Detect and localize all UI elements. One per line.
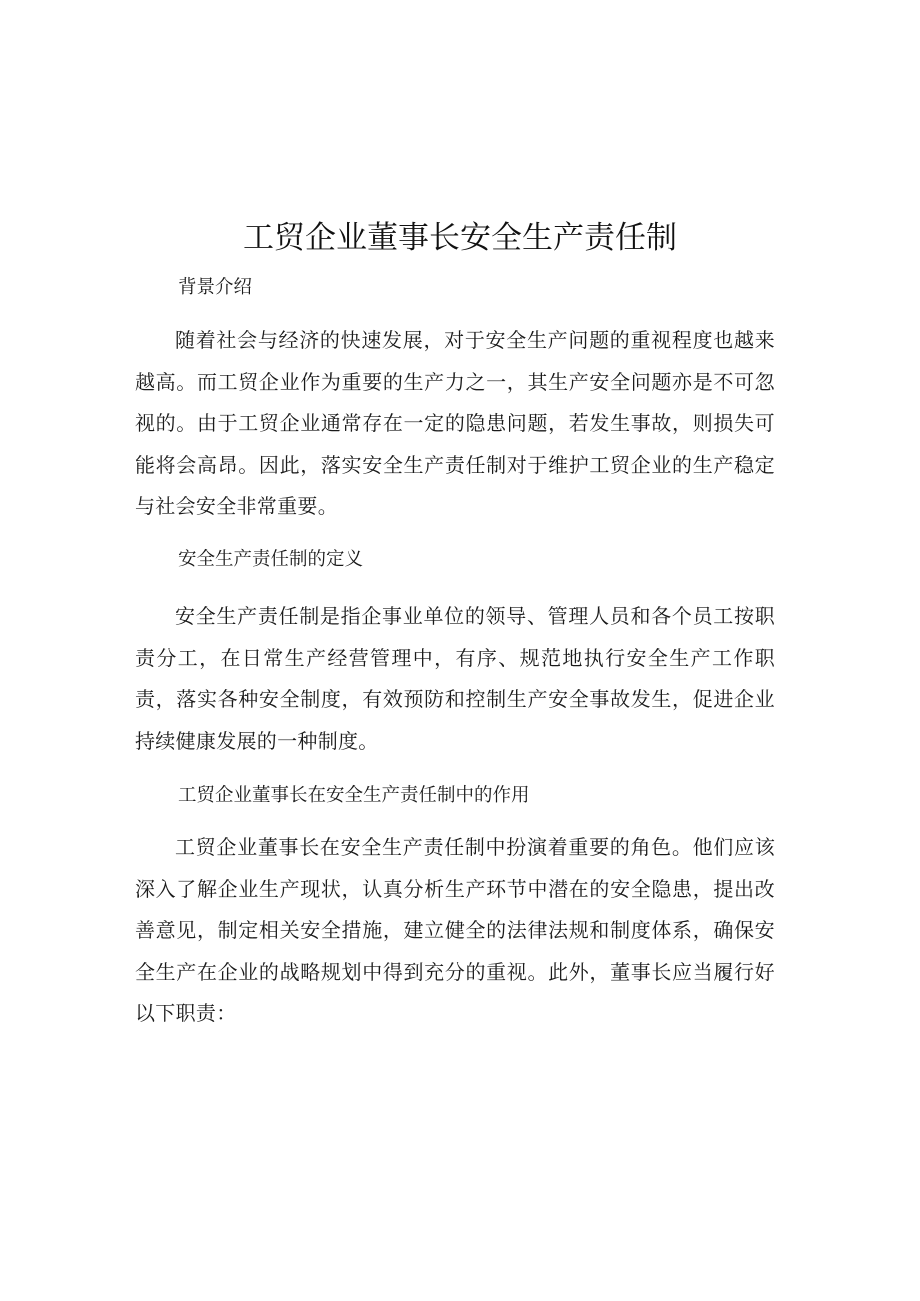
section-paragraph-definition: 安全生产责任制是指企事业单位的领导、管理人员和各个员工按职责分工，在日常生产经营管理中，有序、规范地执行安全生产工作职责，落实各种安全制度，有效预防和控制生产安全事故发生，促进企业持续健康发展的一种制度。 xyxy=(135,604,775,753)
section-heading-chairman-role: 工贸企业董事长在安全生产责任制中的作用 xyxy=(178,785,530,806)
section-heading-background: 背景介绍 xyxy=(178,277,253,298)
section-heading-definition: 安全生产责任制的定义 xyxy=(178,549,364,570)
document-title: 工贸企业董事长安全生产责任制 xyxy=(243,220,677,256)
section-paragraph-background: 随着社会与经济的快速发展，对于安全生产问题的重视程度也越来越高。而工贸企业作为重要的生产力之一，其生产安全问题亦是不可忽视的。由于工贸企业通常存在一定的隐患问题，若发生事故，则损失可能将会高昂。因此，落实安全生产责任制对于维护工贸企业的生产稳定与社会安全非常重要。 xyxy=(135,328,775,518)
section-paragraph-chairman-role: 工贸企业董事长在安全生产责任制中扮演着重要的角色。他们应该深入了解企业生产现状，认真分析生产环节中潜在的安全隐患，提出改善意见，制定相关安全措施，建立健全的法律法规和制度体系，确保安全生产在企业的战略规划中得到充分的重视。此外，董事长应当履行好以下职责： xyxy=(135,835,775,1025)
